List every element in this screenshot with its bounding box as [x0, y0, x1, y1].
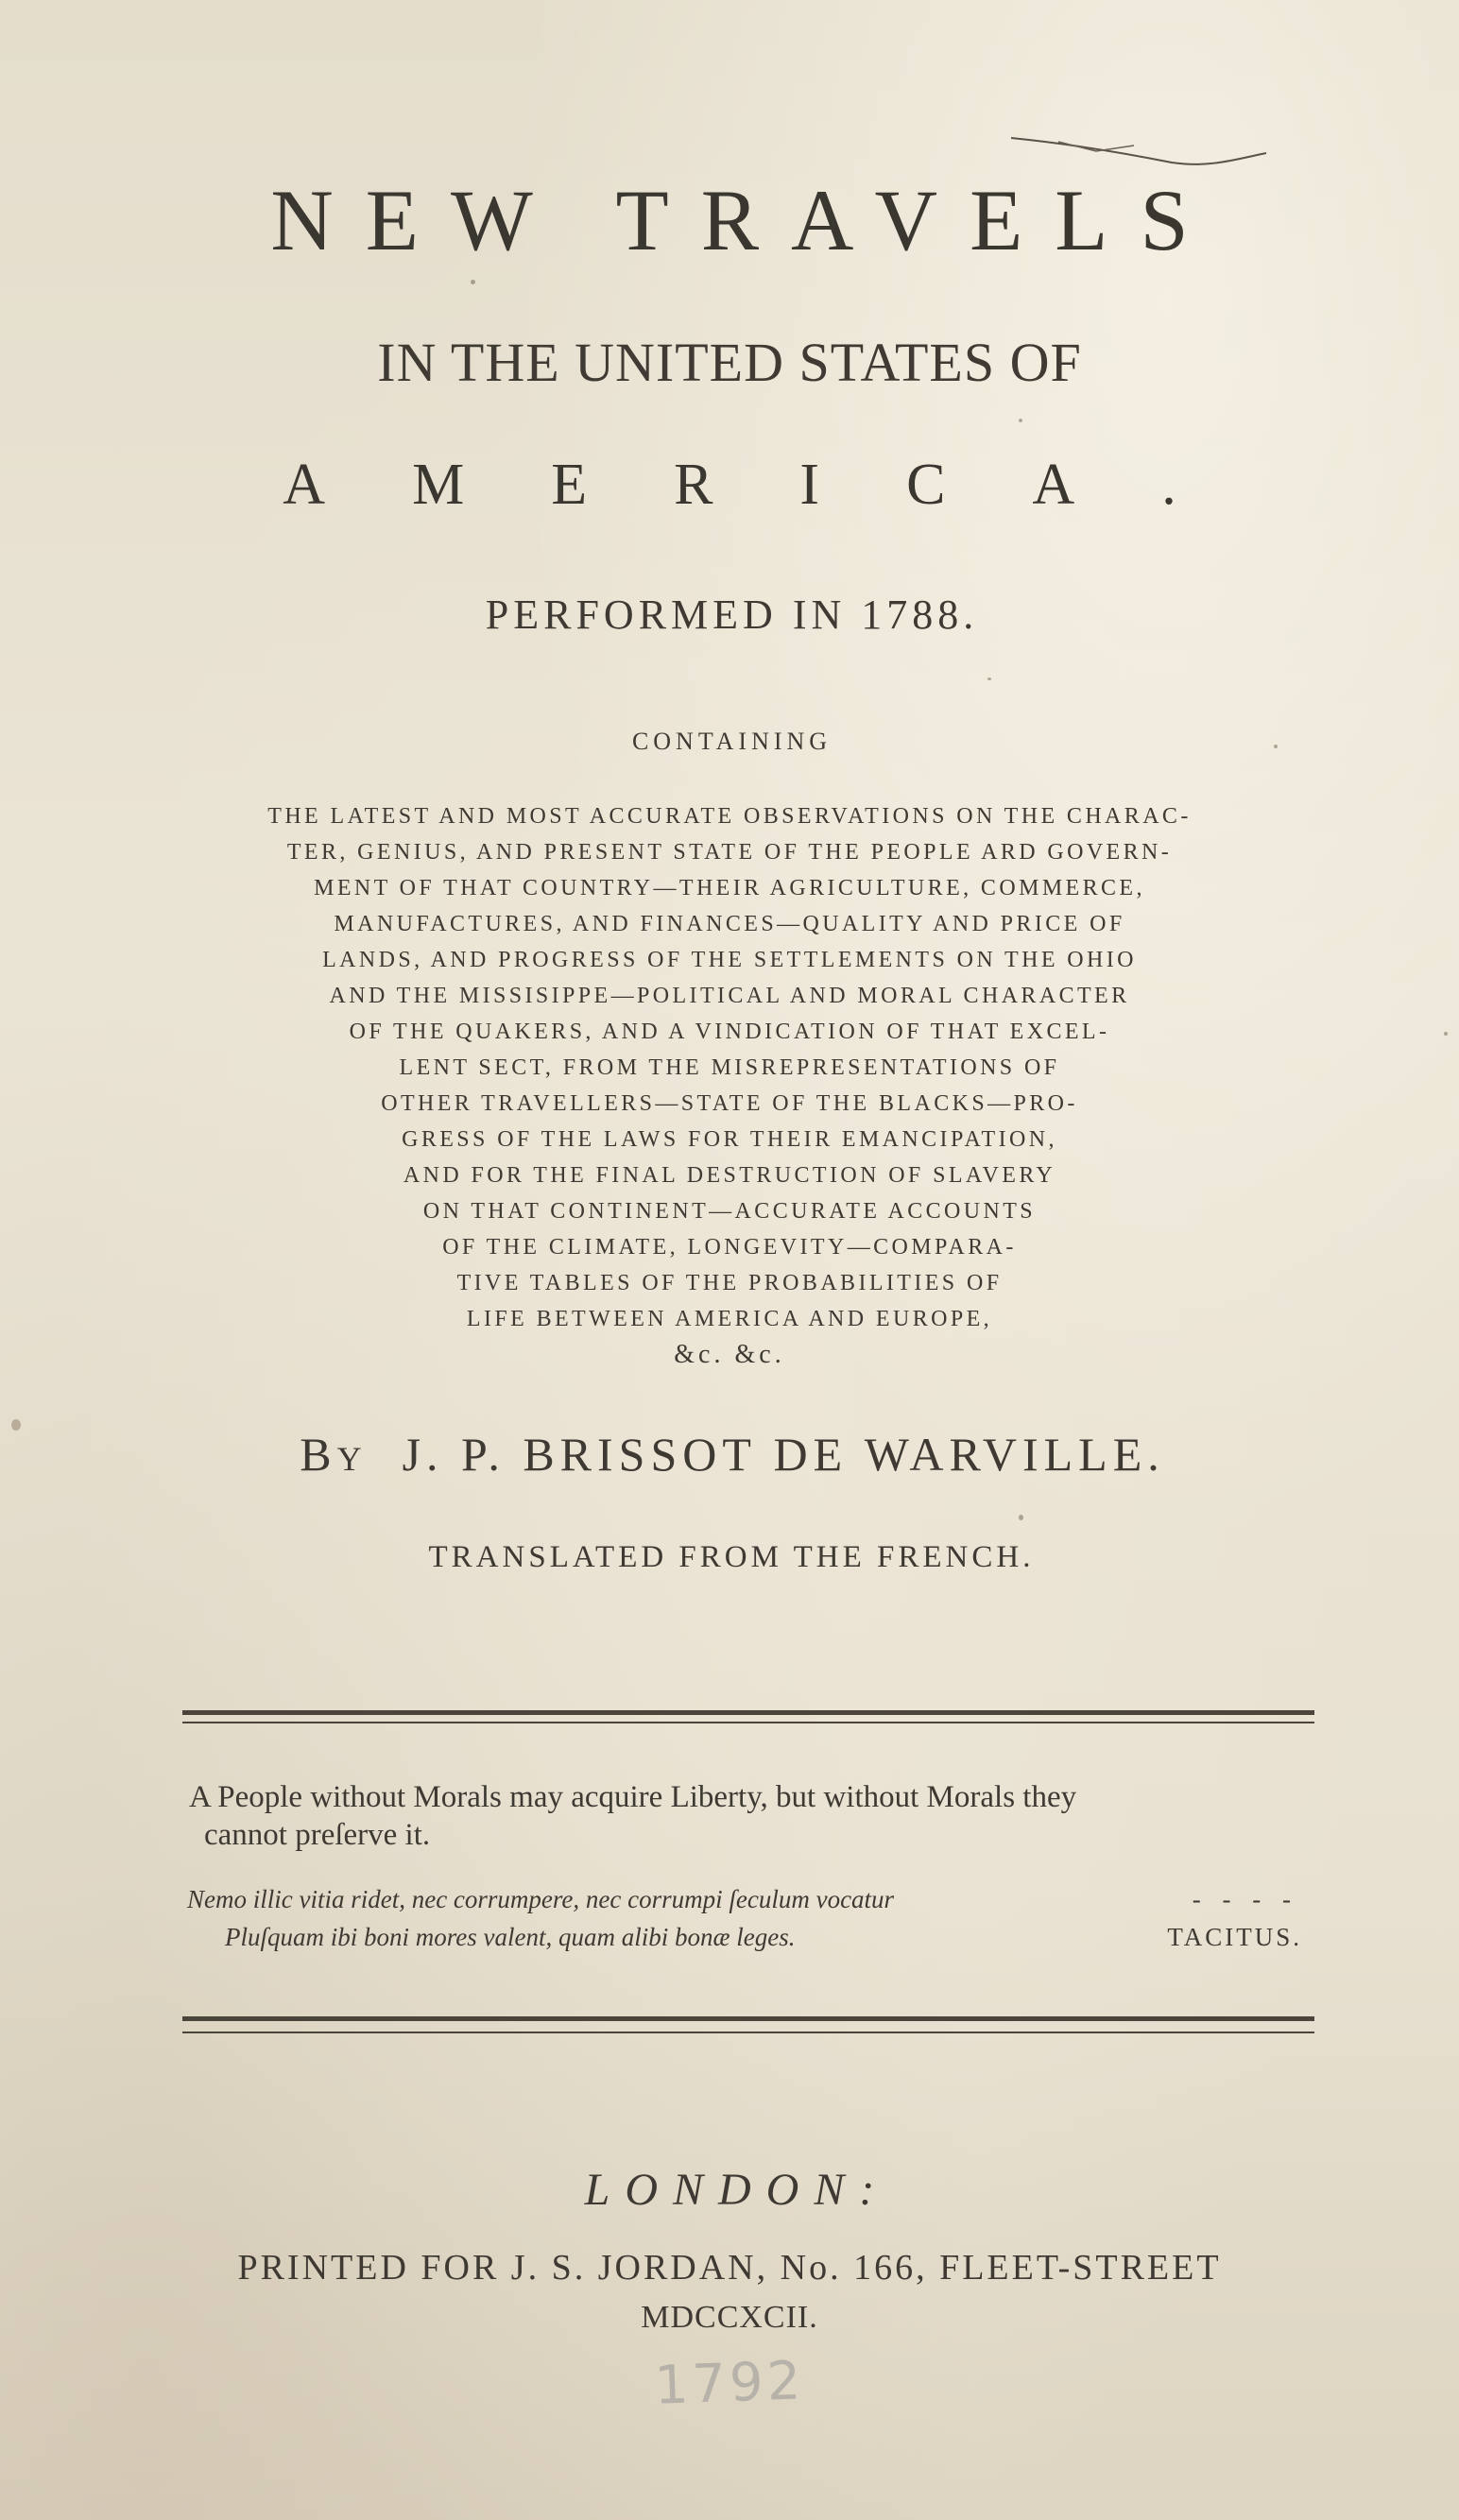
author-by-rest: Y — [336, 1440, 368, 1478]
paper-speck — [1274, 745, 1278, 748]
containing-label: CONTAINING — [631, 728, 832, 755]
divider-top-thick — [182, 1710, 1314, 1715]
contents-line: OTHER TRAVELLERS—STATE OF THE BLACKS—PRO- — [381, 1091, 1078, 1116]
contents-line: TER, GENIUS, AND PRESENT STATE OF THE PEOPLE ARD GOVERN- — [286, 840, 1173, 865]
contents-line: OF THE CLIMATE, LONGEVITY—COMPARA- — [442, 1235, 1017, 1260]
contents-line: AND THE MISSISIPPE—POLITICAL AND MORAL CHARACTER — [329, 984, 1130, 1008]
handwritten-pencil-note: 1792 — [653, 2350, 806, 2417]
paper-tear-mark — [992, 125, 1276, 172]
title-line-3: AMERICA. — [283, 453, 1263, 517]
imprint-year: MDCCXCII. — [641, 2300, 818, 2335]
motto-line-2: cannot preſerve it. — [204, 1818, 431, 1852]
latin-attribution: TACITUS. — [1167, 1923, 1302, 1951]
contents-line: MENT OF THAT COUNTRY—THEIR AGRICULTURE, COMMERCE, — [314, 876, 1145, 900]
contents-line: GRESS OF THE LAWS FOR THEIR EMANCIPATION, — [402, 1127, 1057, 1152]
contents-etc: &c. &c. — [674, 1340, 785, 1369]
paper-speck — [471, 280, 475, 284]
motto-line-1: A People without Morals may acquire Liberty, but without Morals they — [189, 1780, 1077, 1814]
author-line — [0, 1427, 1459, 1482]
contents-line: LENT SECT, FROM THE MISREPRESENTATIONS OF — [399, 1055, 1060, 1080]
author-name: J. P. BRISSOT DE WARVILLE. — [402, 1428, 1165, 1481]
contents-description — [170, 798, 1289, 1373]
latin-quotation — [187, 1880, 1321, 1956]
latin-dashes: - - - - — [1192, 1885, 1298, 1913]
contents-line: LIFE BETWEEN AMERICA AND EUROPE, — [466, 1307, 993, 1331]
paper-speck — [11, 1419, 21, 1431]
contents-line: THE LATEST AND MOST ACCURATE OBSERVATIONS ON THE CHARAC- — [267, 804, 1192, 829]
latin-line-2: Pluſquam ibi boni mores valent, quam alibi bonæ leges. — [225, 1923, 796, 1951]
latin-row-2 — [187, 1918, 1321, 1956]
title-line-1: NEW TRAVELS — [270, 172, 1221, 268]
paper-speck — [1444, 1032, 1448, 1036]
performed-year: PERFORMED IN 1788. — [485, 591, 979, 638]
contents-line: AND FOR THE FINAL DESTRUCTION OF SLAVERY — [403, 1163, 1056, 1188]
divider-bottom-thin — [182, 2031, 1314, 2033]
divider-bottom-thick — [182, 2016, 1314, 2021]
translated-note: TRANSLATED FROM THE FRENCH. — [428, 1540, 1035, 1574]
paper-speck — [987, 677, 991, 680]
divider-top-thin — [182, 1722, 1314, 1723]
contents-line: ON THAT CONTINENT—ACCURATE ACCOUNTS — [422, 1199, 1037, 1224]
english-motto — [189, 1778, 1323, 1854]
latin-line-1: Nemo illic vitia ridet, nec corrumpere, nec corrumpi ſeculum vocatur — [187, 1885, 895, 1913]
paper-speck — [1019, 1515, 1023, 1520]
contents-line: LANDS, AND PROGRESS OF THE SETTLEMENTS ON THE OHIO — [322, 948, 1137, 972]
imprint-city: LONDON: — [584, 2165, 890, 2215]
title-line-2: IN THE UNITED STATES OF — [377, 332, 1082, 393]
contents-line: TIVE TABLES OF THE PROBABILITIES OF — [456, 1271, 1003, 1295]
imprint-printer: PRINTED FOR J. S. JORDAN, No. 166, FLEET-STREET — [237, 2248, 1222, 2288]
latin-row-1 — [187, 1880, 1321, 1918]
author-by-initial: B — [300, 1428, 337, 1481]
contents-line: OF THE QUAKERS, AND A VINDICATION OF THAT EXCEL- — [349, 1020, 1110, 1044]
contents-line: MANUFACTURES, AND FINANCES—QUALITY AND PRICE OF — [334, 912, 1125, 936]
paper-speck — [1019, 419, 1022, 422]
